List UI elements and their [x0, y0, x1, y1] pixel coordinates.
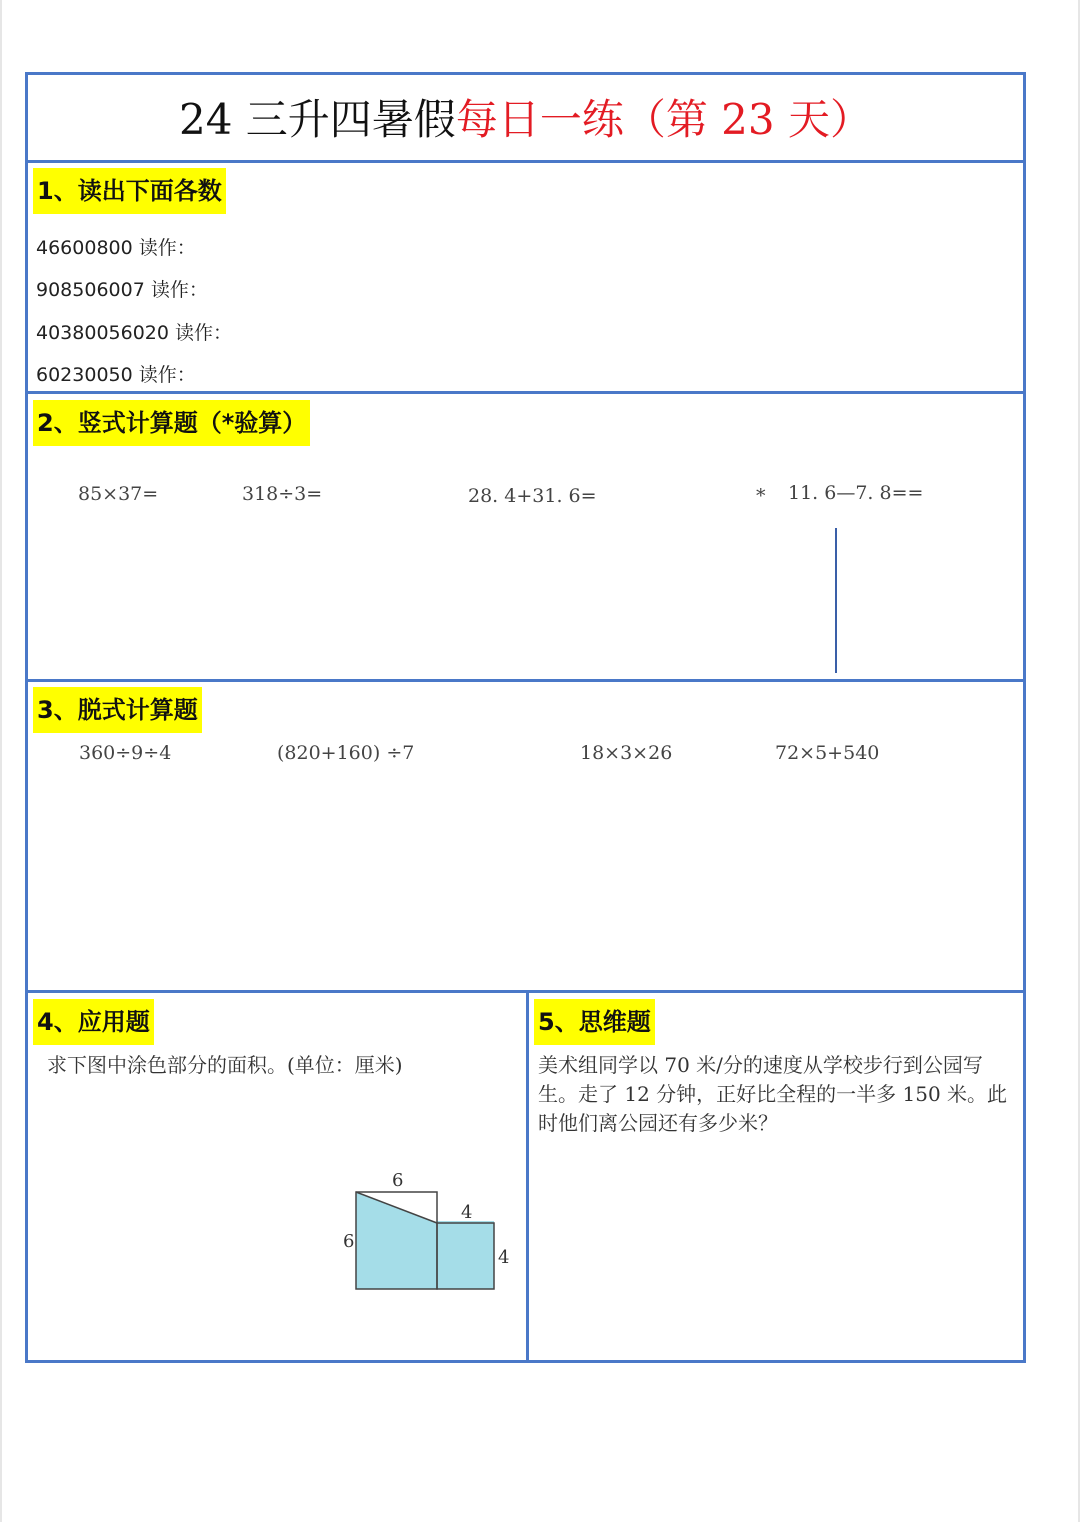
number-reading-item: 60230050 读作：	[36, 364, 196, 386]
vertical-calc-problem: 85×37=	[78, 483, 159, 505]
vertical-calc-problem: 11. 6—7. 8==	[788, 482, 924, 504]
verify-star-mark: *	[756, 485, 766, 507]
section1-heading: 1、读出下面各数	[33, 168, 226, 214]
worksheet-frame	[25, 72, 1026, 1363]
section4-heading: 4、应用题	[33, 999, 154, 1045]
section5-heading: 5、思维题	[534, 999, 655, 1045]
title-prefix: 24 三升四暑假	[179, 95, 456, 144]
title-highlight: 每日一练（第 23 天）	[455, 95, 872, 144]
number-reading-item: 46600800 读作：	[36, 237, 196, 259]
page-edge-left	[0, 0, 2, 1522]
divider-title	[28, 160, 1023, 163]
number-reading-item: 908506007 读作：	[36, 279, 208, 301]
shaded-region	[356, 1192, 494, 1289]
label-square-right: 4	[498, 1247, 510, 1268]
shaded-area-figure	[340, 1165, 520, 1305]
number-reading-item: 40380056020 读作：	[36, 322, 233, 344]
divider-section4-5	[526, 993, 529, 1363]
section4-question: 求下图中涂色部分的面积。(单位：厘米)	[47, 1053, 403, 1077]
page-title	[28, 85, 1023, 155]
label-top: 6	[392, 1170, 404, 1191]
divider-section2	[28, 679, 1023, 682]
section3-heading: 3、脱式计算题	[33, 687, 202, 733]
label-square-top: 4	[461, 1202, 473, 1223]
stepwise-calc-problem: 72×5+540	[775, 742, 880, 764]
stepwise-calc-problem: 18×3×26	[580, 742, 673, 764]
answer-divider-line	[835, 528, 837, 673]
vertical-calc-problem: 318÷3=	[242, 483, 323, 505]
stepwise-calc-problem: 360÷9÷4	[79, 742, 172, 764]
stepwise-calc-problem: (820+160) ÷7	[277, 742, 415, 764]
section5-question: 美术组同学以 70 米/分的速度从学校步行到公园写生。走了 12 分钟，正好比全程的一半多 150 米。此时他们离公园还有多少米？	[538, 1053, 1008, 1135]
vertical-calc-problem: 28. 4+31. 6=	[468, 485, 597, 507]
divider-section1	[28, 391, 1023, 394]
figure-svg	[340, 1165, 520, 1305]
section2-heading: 2、竖式计算题（*验算）	[33, 400, 310, 446]
label-left: 6	[343, 1231, 355, 1252]
